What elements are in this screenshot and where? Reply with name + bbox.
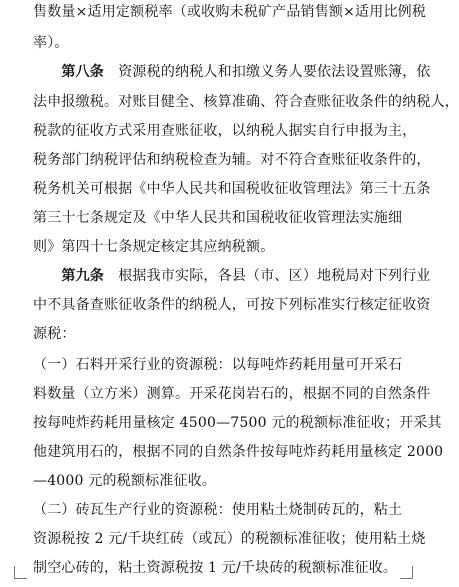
text-line: 中不具备查账征收条件的纳税人，可按下列标准实行核定征收资 [33, 297, 431, 313]
text-line: 料数量（立方米）测算。开采花岗岩石的，根据不同的自然条件 [33, 386, 431, 402]
text-line: 税务部门纳税评估和纳税检查为辅。对不符合查账征收条件的， [33, 152, 431, 168]
paragraph-article-9-first-line [33, 266, 431, 286]
text-run: 根据我市实际，各县（市、区）地税局对下列行业 [104, 268, 431, 284]
text-line: 税务机关可根据《中华人民共和国税收征收管理法》第三十五条 [33, 181, 431, 197]
text-line: 法申报缴税。对账目健全、核算准确、符合查账征收条件的纳税人， [33, 94, 459, 110]
text-line: 按每吨炸药耗用量核定 4500—7500 元的税额标准征收；开采其 [33, 415, 442, 431]
text-line: 资源税按 2 元/千块红砖（或瓦）的税额标准征收；使用粘土烧 [33, 531, 426, 547]
page-corner-mark-right [400, 566, 413, 579]
text-line: 率）。 [33, 35, 69, 51]
article-8-heading: 第八条 [61, 64, 105, 80]
text-line: 税款的征收方式采用查账征收，以纳税人据实自行申报为主， [33, 123, 417, 139]
text-line: 售数量×适用定额税率（或收购未税矿产品销售额×适用比例税 [33, 4, 427, 20]
paragraph-article-8-first-line [33, 62, 431, 82]
article-9-heading: 第九条 [61, 268, 105, 284]
text-line: —4000 元的税额标准征收。 [33, 473, 217, 489]
text-line: 则》第四十七条规定核定其应纳税额。 [33, 239, 275, 255]
text-line: 制空心砖的，粘土资源税按 1 元/千块砖的税额标准征收。 [33, 560, 398, 576]
text-run: 资源税的纳税人和扣缴义务人要依法设置账簿，依 [104, 64, 431, 80]
page-corner-mark-left [14, 566, 27, 579]
text-line: （二）砖瓦生产行业的资源税：使用粘土烧制砖瓦的，粘土 [33, 502, 403, 518]
text-line: 他建筑用石的，根据不同的自然条件按每吨炸药耗用量核定 2000 [33, 444, 444, 460]
text-line: 源税： [33, 326, 76, 342]
text-line: 第三十七条规定及《中华人民共和国税收征收管理法实施细 [33, 210, 403, 226]
text-line: （一）石料开采行业的资源税：以每吨炸药耗用量可开采石 [33, 357, 403, 373]
